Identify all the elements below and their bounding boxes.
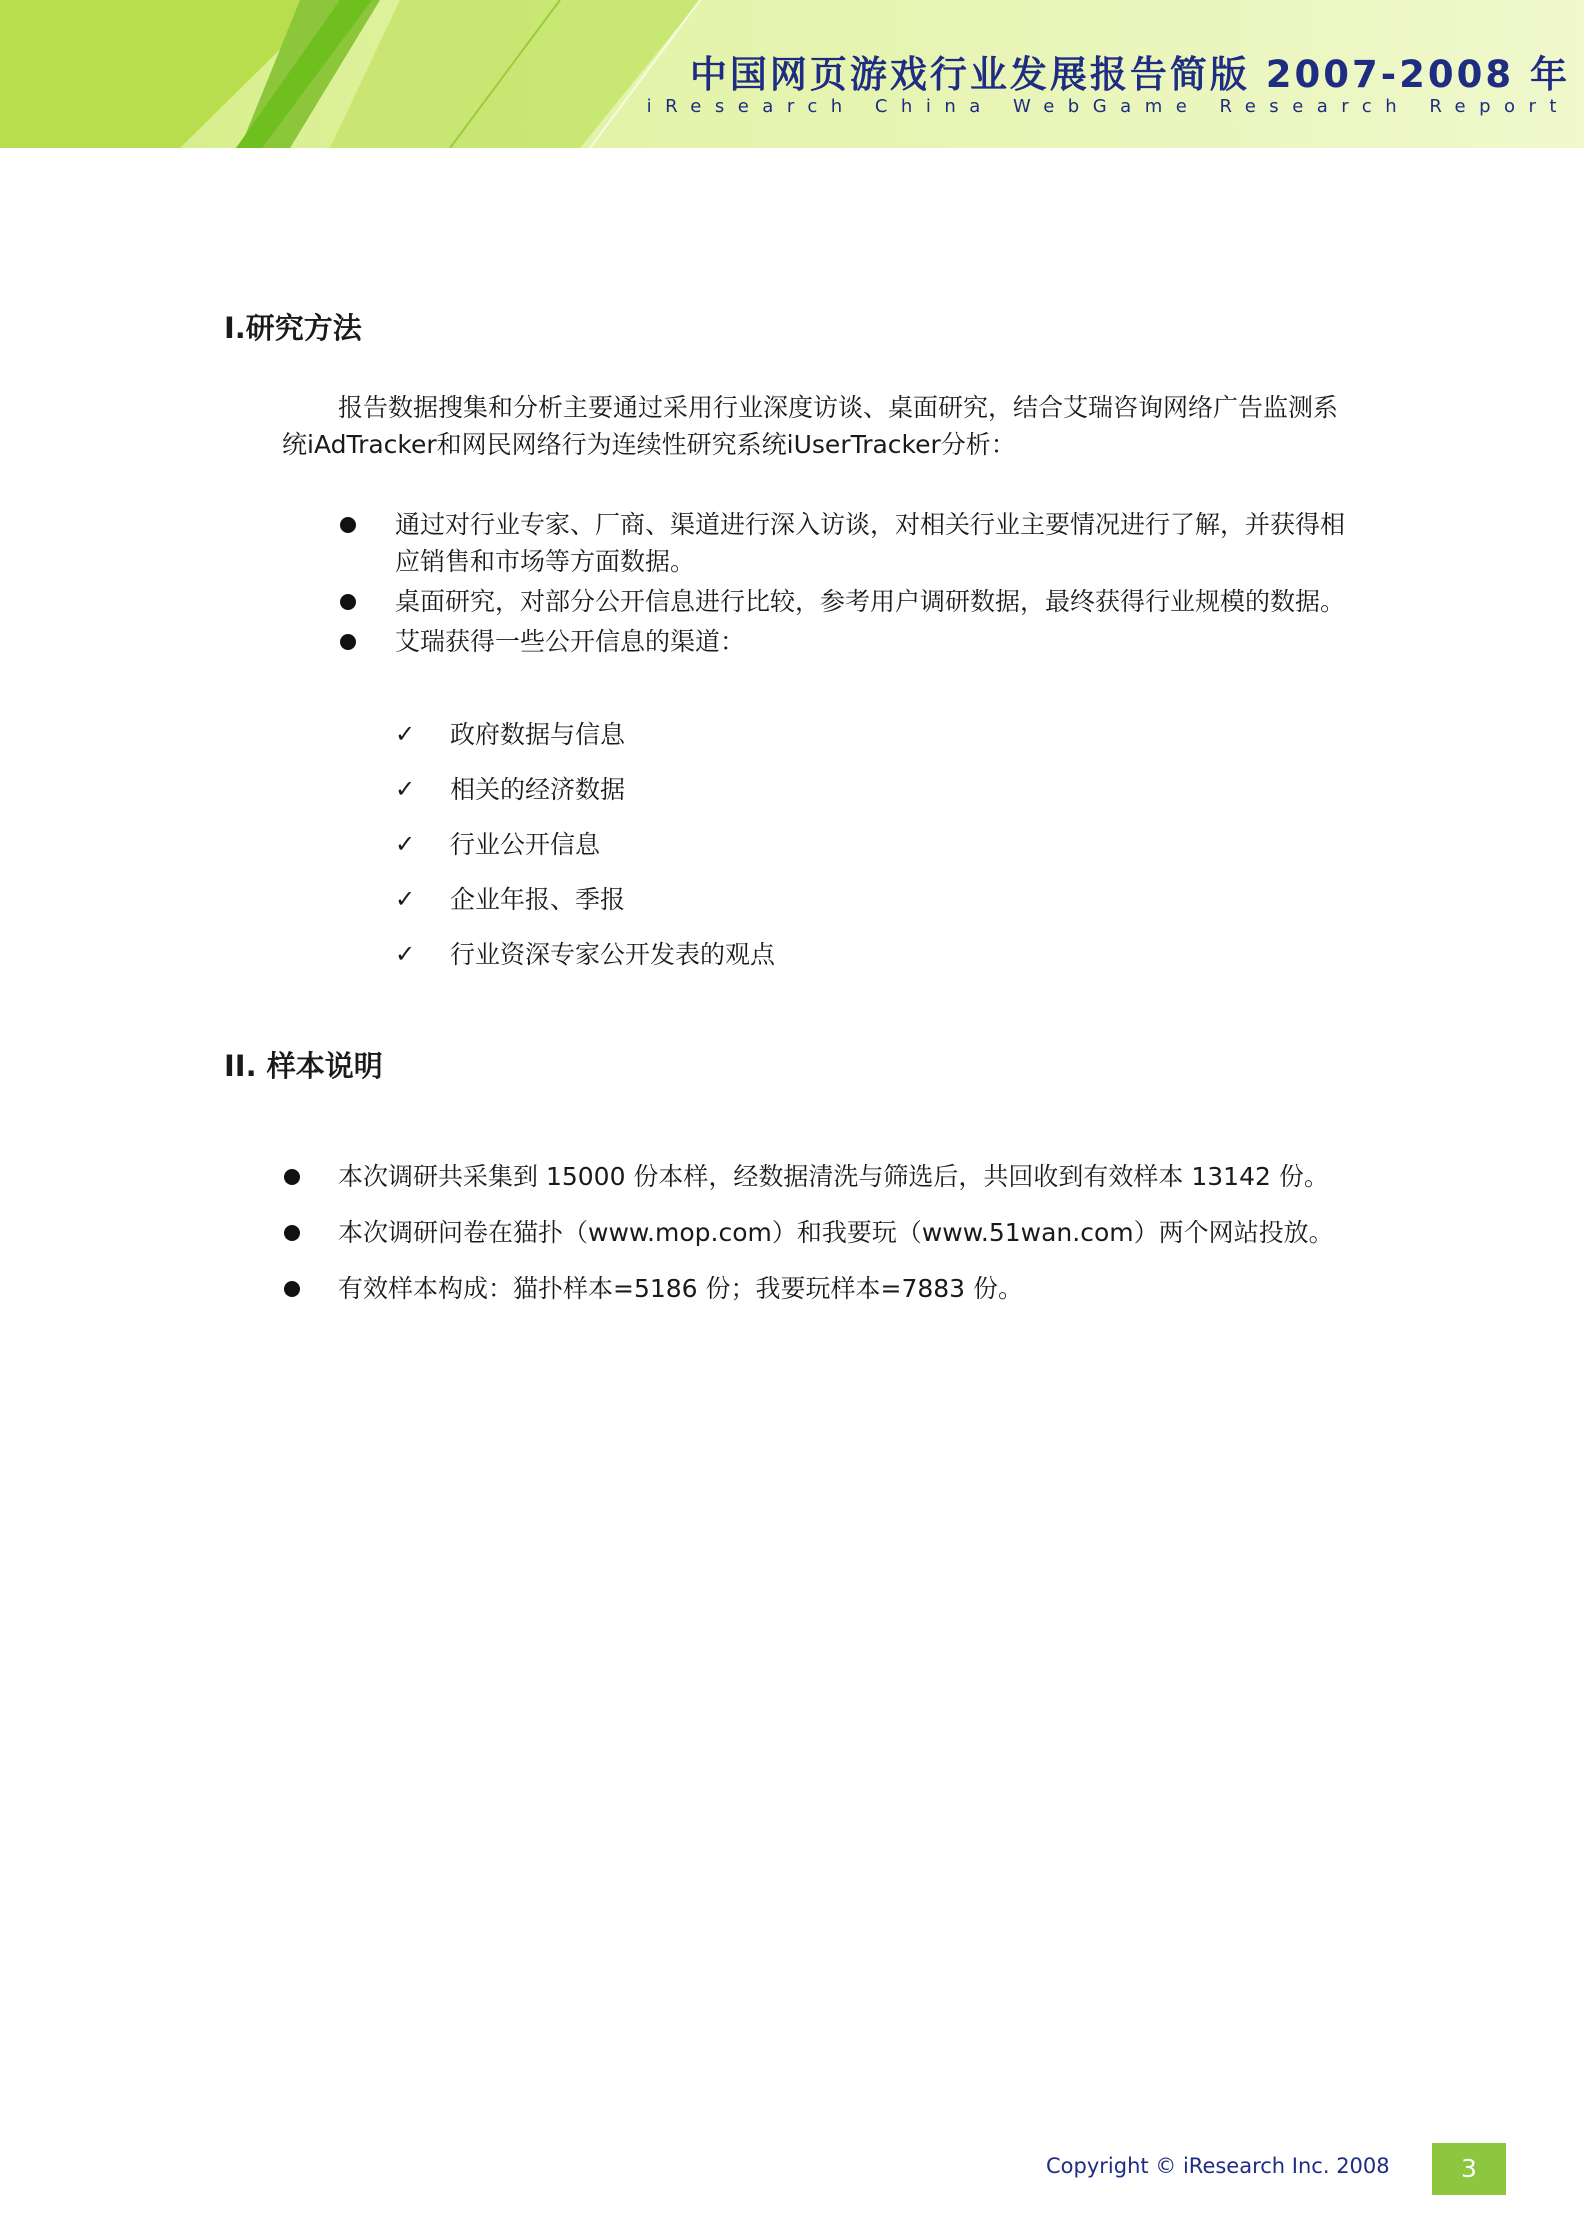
list-item bbox=[395, 506, 1360, 580]
copyright-notice: Copyright © iResearch Inc. 2008 bbox=[1046, 2154, 1390, 2178]
bullet-text: 本次调研问卷在猫扑（www.mop.com）和我要玩（www.51wan.com）两个网站投放。 bbox=[338, 1218, 1334, 1247]
bullet-text: 桌面研究，对部分公开信息进行比较，参考用户调研数据，最终获得行业规模的数据。 bbox=[395, 587, 1346, 616]
bullet-text: 艾瑞获得一些公开信息的渠道： bbox=[395, 627, 746, 656]
list-item bbox=[338, 1158, 1358, 1195]
checkmark-icon: ✓ bbox=[395, 885, 416, 913]
research-method-bullets bbox=[395, 506, 1360, 660]
channel-text: 政府数据与信息 bbox=[450, 720, 626, 749]
report-subtitle: iResearch China WebGame Research Report bbox=[646, 96, 1570, 117]
info-channel-list bbox=[395, 716, 1195, 991]
bullet-text: 通过对行业专家、厂商、渠道进行深入访谈，对相关行业主要情况进行了解，并获得相应销售和市场等方面数据。 bbox=[395, 510, 1346, 576]
bullet-text: 有效样本构成：猫扑样本=5186 份；我要玩样本=7883 份。 bbox=[338, 1274, 1024, 1303]
checkmark-icon: ✓ bbox=[395, 940, 416, 968]
list-item bbox=[395, 583, 1360, 620]
channel-text: 相关的经济数据 bbox=[450, 775, 626, 804]
list-item bbox=[338, 1214, 1358, 1251]
bullet-text: 本次调研共采集到 15000 份本样，经数据清洗与筛选后，共回收到有效样本 13142 份。 bbox=[338, 1162, 1329, 1191]
list-item bbox=[395, 716, 1195, 771]
bullet-dot-icon bbox=[340, 517, 356, 533]
bullet-dot-icon bbox=[284, 1281, 300, 1297]
channel-text: 行业公开信息 bbox=[450, 830, 601, 859]
page-number-badge: 3 bbox=[1432, 2143, 1506, 2195]
report-title: 中国网页游戏行业发展报告简版 2007-2008 年 bbox=[689, 53, 1570, 96]
page-header bbox=[0, 0, 1584, 148]
channel-text: 企业年报、季报 bbox=[450, 885, 626, 914]
checkmark-icon: ✓ bbox=[395, 720, 416, 748]
bullet-dot-icon bbox=[284, 1225, 300, 1241]
bullet-dot-icon bbox=[284, 1169, 300, 1185]
list-item bbox=[395, 936, 1195, 991]
section-heading-research-method: I.研究方法 bbox=[224, 311, 362, 345]
checkmark-icon: ✓ bbox=[395, 775, 416, 803]
channel-text: 行业资深专家公开发表的观点 bbox=[450, 940, 776, 969]
list-item bbox=[338, 1270, 1358, 1307]
list-item bbox=[395, 826, 1195, 881]
bullet-dot-icon bbox=[340, 634, 356, 650]
checkmark-icon: ✓ bbox=[395, 830, 416, 858]
list-item bbox=[395, 623, 1360, 660]
section-heading-sample-description: II. 样本说明 bbox=[224, 1049, 383, 1083]
sample-description-bullets bbox=[338, 1158, 1358, 1307]
bullet-dot-icon bbox=[340, 594, 356, 610]
list-item bbox=[395, 771, 1195, 826]
research-method-intro: 报告数据搜集和分析主要通过采用行业深度访谈、桌面研究，结合艾瑞咨询网络广告监测系统iAdTracker和网民网络行为连续性研究系统iUserTracker分析： bbox=[282, 393, 1339, 459]
list-item bbox=[395, 881, 1195, 936]
